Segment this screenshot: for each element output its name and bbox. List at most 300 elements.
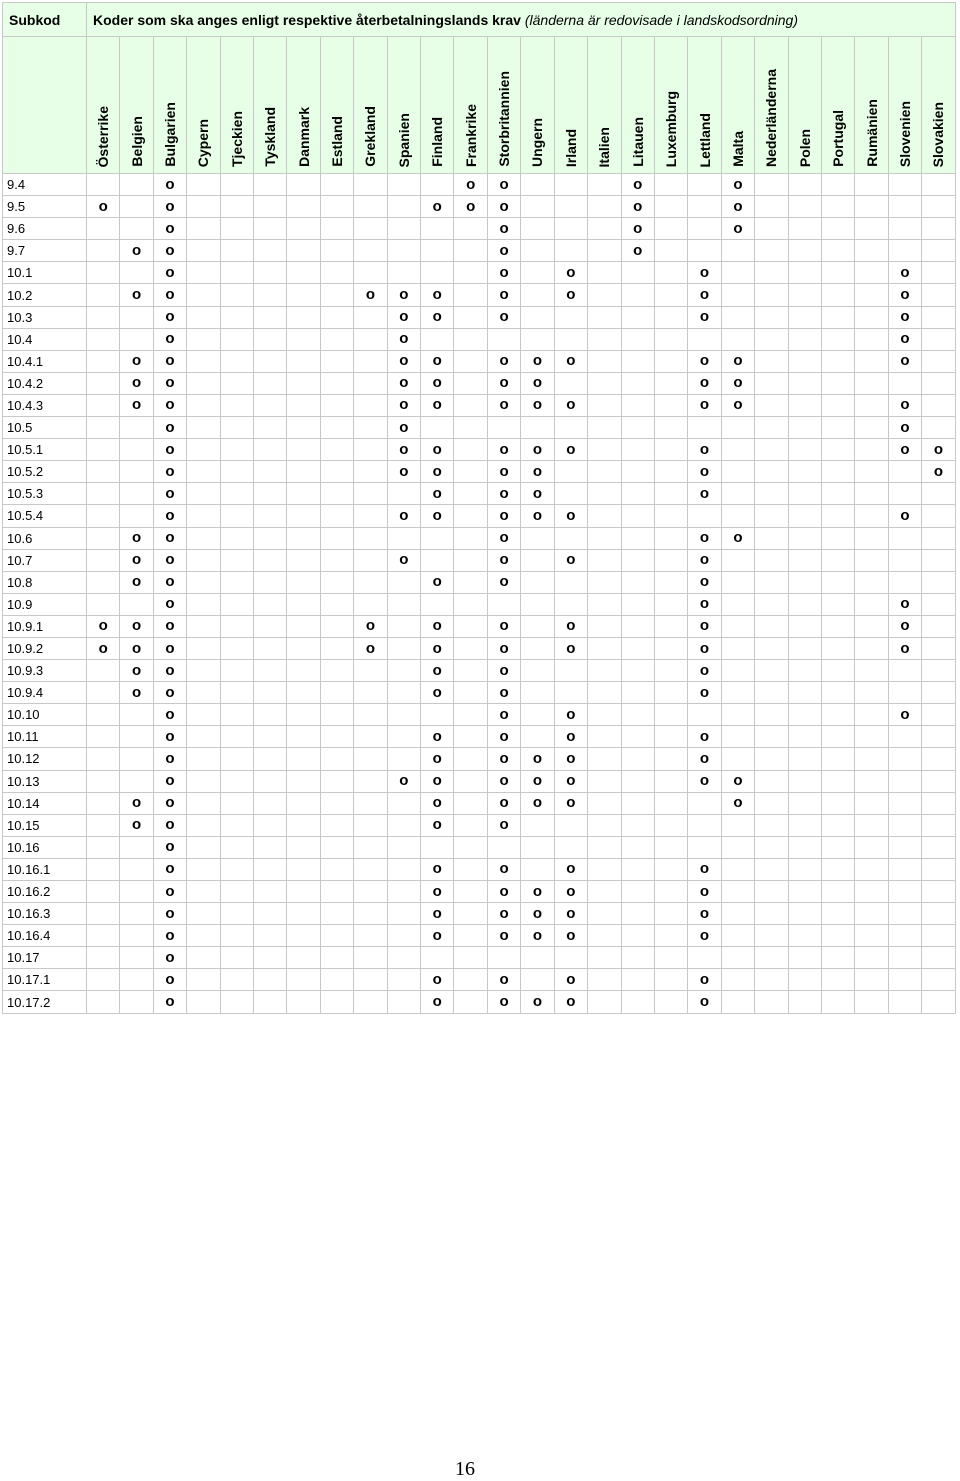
- empty-cell: [187, 461, 220, 483]
- empty-cell: [220, 770, 253, 792]
- empty-cell: [821, 903, 854, 925]
- empty-cell: [254, 328, 287, 350]
- country-label: Portugal: [830, 110, 847, 167]
- empty-cell: [755, 417, 788, 439]
- empty-cell: [922, 748, 956, 770]
- subcode-cell: 10.17: [3, 947, 87, 969]
- requirement-mark: o: [153, 174, 186, 196]
- empty-cell: [755, 328, 788, 350]
- requirement-mark: o: [153, 925, 186, 947]
- empty-cell: [788, 350, 821, 372]
- empty-cell: [254, 947, 287, 969]
- empty-cell: [922, 925, 956, 947]
- empty-cell: [287, 726, 320, 748]
- requirement-mark: o: [487, 726, 520, 748]
- requirement-mark: o: [521, 748, 554, 770]
- subcode-cell: 10.1: [3, 262, 87, 284]
- empty-cell: [187, 240, 220, 262]
- country-label: Storbritannien: [496, 71, 513, 167]
- subcode-cell: 10.3: [3, 306, 87, 328]
- empty-cell: [922, 991, 956, 1013]
- empty-cell: [320, 969, 353, 991]
- empty-cell: [454, 814, 487, 836]
- empty-cell: [87, 748, 120, 770]
- table-row: [3, 925, 956, 947]
- empty-cell: [621, 969, 654, 991]
- table-row: [3, 726, 956, 748]
- empty-cell: [821, 306, 854, 328]
- subcode-cell: 10.2: [3, 284, 87, 306]
- empty-cell: [454, 505, 487, 527]
- subcode-cell: 10.16: [3, 836, 87, 858]
- empty-cell: [855, 549, 888, 571]
- empty-cell: [621, 284, 654, 306]
- empty-cell: [888, 881, 921, 903]
- empty-cell: [254, 483, 287, 505]
- empty-cell: [755, 748, 788, 770]
- empty-cell: [354, 571, 387, 593]
- requirement-mark: o: [421, 505, 454, 527]
- empty-cell: [521, 704, 554, 726]
- requirement-mark: o: [688, 615, 721, 637]
- empty-cell: [521, 637, 554, 659]
- empty-cell: [354, 991, 387, 1013]
- empty-cell: [287, 881, 320, 903]
- empty-cell: [855, 174, 888, 196]
- empty-cell: [721, 836, 754, 858]
- empty-cell: [588, 284, 621, 306]
- requirement-mark: o: [521, 881, 554, 903]
- empty-cell: [454, 439, 487, 461]
- requirement-mark: o: [521, 439, 554, 461]
- empty-cell: [922, 240, 956, 262]
- country-header: [487, 37, 520, 174]
- empty-cell: [688, 328, 721, 350]
- empty-cell: [387, 726, 420, 748]
- requirement-mark: o: [153, 350, 186, 372]
- country-header: [454, 37, 487, 174]
- requirement-mark: o: [153, 571, 186, 593]
- empty-cell: [888, 527, 921, 549]
- empty-cell: [354, 417, 387, 439]
- requirement-mark: o: [554, 969, 587, 991]
- requirement-mark: o: [421, 814, 454, 836]
- country-label: Frankrike: [462, 103, 479, 167]
- requirement-mark: o: [688, 372, 721, 394]
- empty-cell: [755, 218, 788, 240]
- empty-cell: [354, 903, 387, 925]
- empty-cell: [387, 527, 420, 549]
- empty-cell: [654, 350, 687, 372]
- empty-cell: [821, 350, 854, 372]
- empty-cell: [187, 637, 220, 659]
- empty-cell: [421, 328, 454, 350]
- requirement-mark: o: [922, 439, 956, 461]
- empty-cell: [87, 593, 120, 615]
- requirement-mark: o: [387, 394, 420, 416]
- empty-cell: [487, 417, 520, 439]
- requirement-mark: o: [387, 505, 420, 527]
- empty-cell: [755, 350, 788, 372]
- empty-cell: [554, 593, 587, 615]
- requirement-mark: o: [421, 306, 454, 328]
- empty-cell: [721, 991, 754, 1013]
- empty-cell: [855, 726, 888, 748]
- empty-cell: [821, 615, 854, 637]
- country-label: Lettland: [696, 112, 713, 167]
- empty-cell: [87, 262, 120, 284]
- empty-cell: [922, 903, 956, 925]
- requirement-mark: o: [688, 284, 721, 306]
- empty-cell: [588, 925, 621, 947]
- requirement-mark: o: [487, 372, 520, 394]
- empty-cell: [320, 549, 353, 571]
- subcode-cell: 10.5.4: [3, 505, 87, 527]
- empty-cell: [387, 174, 420, 196]
- empty-cell: [87, 394, 120, 416]
- empty-cell: [354, 881, 387, 903]
- empty-cell: [788, 461, 821, 483]
- empty-cell: [354, 483, 387, 505]
- requirement-mark: o: [387, 372, 420, 394]
- requirement-mark: o: [487, 483, 520, 505]
- empty-cell: [654, 991, 687, 1013]
- empty-cell: [120, 969, 153, 991]
- empty-cell: [187, 792, 220, 814]
- requirement-mark: o: [688, 394, 721, 416]
- empty-cell: [220, 991, 253, 1013]
- requirement-mark: o: [487, 748, 520, 770]
- empty-cell: [220, 549, 253, 571]
- empty-cell: [287, 814, 320, 836]
- empty-cell: [287, 240, 320, 262]
- empty-cell: [287, 925, 320, 947]
- table-row: [3, 372, 956, 394]
- empty-cell: [755, 726, 788, 748]
- subcode-cell: 10.6: [3, 527, 87, 549]
- empty-cell: [254, 417, 287, 439]
- empty-cell: [287, 858, 320, 880]
- empty-cell: [387, 814, 420, 836]
- empty-cell: [755, 881, 788, 903]
- empty-cell: [220, 748, 253, 770]
- requirement-mark: o: [421, 903, 454, 925]
- table-row: [3, 947, 956, 969]
- empty-cell: [87, 439, 120, 461]
- requirement-mark: o: [454, 196, 487, 218]
- requirement-mark: o: [688, 439, 721, 461]
- country-header: [320, 37, 353, 174]
- table-row: [3, 505, 956, 527]
- empty-cell: [320, 836, 353, 858]
- empty-cell: [855, 262, 888, 284]
- empty-cell: [187, 836, 220, 858]
- empty-cell: [454, 637, 487, 659]
- empty-cell: [855, 792, 888, 814]
- empty-cell: [621, 328, 654, 350]
- empty-cell: [254, 704, 287, 726]
- empty-cell: [654, 240, 687, 262]
- requirement-mark: o: [521, 483, 554, 505]
- table-title: [87, 3, 956, 37]
- empty-cell: [120, 704, 153, 726]
- empty-cell: [521, 262, 554, 284]
- empty-cell: [287, 571, 320, 593]
- requirement-mark: o: [421, 726, 454, 748]
- empty-cell: [87, 350, 120, 372]
- empty-cell: [654, 593, 687, 615]
- empty-cell: [755, 262, 788, 284]
- empty-cell: [654, 505, 687, 527]
- requirement-mark: o: [421, 881, 454, 903]
- empty-cell: [254, 262, 287, 284]
- empty-cell: [654, 174, 687, 196]
- empty-cell: [320, 306, 353, 328]
- empty-cell: [654, 704, 687, 726]
- empty-cell: [721, 969, 754, 991]
- empty-cell: [755, 637, 788, 659]
- empty-cell: [755, 196, 788, 218]
- empty-cell: [254, 969, 287, 991]
- empty-cell: [87, 969, 120, 991]
- empty-cell: [87, 549, 120, 571]
- requirement-mark: o: [487, 571, 520, 593]
- requirement-mark: o: [421, 394, 454, 416]
- empty-cell: [187, 593, 220, 615]
- empty-cell: [855, 836, 888, 858]
- empty-cell: [454, 925, 487, 947]
- empty-cell: [922, 704, 956, 726]
- empty-cell: [922, 306, 956, 328]
- requirement-mark: o: [554, 505, 587, 527]
- empty-cell: [554, 682, 587, 704]
- requirement-mark: o: [554, 284, 587, 306]
- empty-cell: [354, 439, 387, 461]
- requirement-mark: o: [554, 770, 587, 792]
- subcode-cell: 10.7: [3, 549, 87, 571]
- requirement-mark: o: [153, 549, 186, 571]
- empty-cell: [855, 770, 888, 792]
- empty-cell: [287, 417, 320, 439]
- requirement-mark: o: [621, 174, 654, 196]
- empty-cell: [87, 770, 120, 792]
- empty-cell: [621, 483, 654, 505]
- subcode-cell: 10.15: [3, 814, 87, 836]
- empty-cell: [354, 726, 387, 748]
- requirement-mark: o: [521, 372, 554, 394]
- requirement-mark: o: [888, 615, 921, 637]
- requirement-mark: o: [387, 770, 420, 792]
- subcode-cell: 10.9.4: [3, 682, 87, 704]
- empty-cell: [320, 218, 353, 240]
- empty-cell: [387, 748, 420, 770]
- empty-cell: [788, 262, 821, 284]
- empty-cell: [755, 947, 788, 969]
- empty-cell: [855, 881, 888, 903]
- empty-cell: [788, 196, 821, 218]
- empty-cell: [454, 417, 487, 439]
- subcode-cell: 10.5.3: [3, 483, 87, 505]
- empty-cell: [621, 593, 654, 615]
- country-header: [120, 37, 153, 174]
- empty-cell: [454, 350, 487, 372]
- empty-cell: [821, 394, 854, 416]
- empty-cell: [454, 240, 487, 262]
- empty-cell: [621, 549, 654, 571]
- empty-cell: [254, 637, 287, 659]
- requirement-mark: o: [387, 439, 420, 461]
- empty-cell: [788, 704, 821, 726]
- requirement-mark: o: [688, 637, 721, 659]
- empty-cell: [320, 792, 353, 814]
- empty-cell: [554, 196, 587, 218]
- empty-cell: [120, 881, 153, 903]
- empty-cell: [87, 306, 120, 328]
- empty-cell: [788, 593, 821, 615]
- empty-cell: [721, 637, 754, 659]
- empty-cell: [454, 372, 487, 394]
- empty-cell: [821, 814, 854, 836]
- empty-cell: [654, 262, 687, 284]
- empty-cell: [855, 218, 888, 240]
- requirement-mark: o: [521, 770, 554, 792]
- empty-cell: [922, 417, 956, 439]
- empty-cell: [87, 947, 120, 969]
- empty-cell: [654, 196, 687, 218]
- empty-cell: [888, 792, 921, 814]
- requirement-mark: o: [421, 483, 454, 505]
- empty-cell: [120, 748, 153, 770]
- empty-cell: [320, 682, 353, 704]
- empty-cell: [454, 571, 487, 593]
- empty-cell: [387, 792, 420, 814]
- requirement-mark: o: [688, 770, 721, 792]
- subcode-cell: 10.17.2: [3, 991, 87, 1013]
- empty-cell: [254, 372, 287, 394]
- table-body: [3, 174, 956, 1014]
- requirement-mark: o: [688, 881, 721, 903]
- empty-cell: [855, 969, 888, 991]
- empty-cell: [354, 858, 387, 880]
- empty-cell: [755, 814, 788, 836]
- empty-cell: [788, 947, 821, 969]
- empty-cell: [821, 439, 854, 461]
- empty-cell: [821, 328, 854, 350]
- requirement-mark: o: [688, 969, 721, 991]
- empty-cell: [588, 991, 621, 1013]
- empty-cell: [788, 770, 821, 792]
- table-row: [3, 262, 956, 284]
- empty-cell: [454, 218, 487, 240]
- empty-cell: [721, 947, 754, 969]
- requirement-mark: o: [153, 726, 186, 748]
- empty-cell: [254, 660, 287, 682]
- empty-cell: [621, 660, 654, 682]
- requirement-mark: o: [554, 439, 587, 461]
- empty-cell: [721, 483, 754, 505]
- requirement-mark: o: [487, 770, 520, 792]
- country-label: Tjeckien: [228, 110, 245, 167]
- requirement-mark: o: [554, 549, 587, 571]
- empty-cell: [521, 836, 554, 858]
- empty-cell: [187, 881, 220, 903]
- requirement-mark: o: [521, 505, 554, 527]
- empty-cell: [120, 196, 153, 218]
- empty-cell: [721, 262, 754, 284]
- requirement-mark: o: [688, 350, 721, 372]
- empty-cell: [87, 925, 120, 947]
- requirement-mark: o: [421, 439, 454, 461]
- empty-cell: [554, 836, 587, 858]
- empty-cell: [554, 417, 587, 439]
- empty-cell: [387, 593, 420, 615]
- requirement-mark: o: [688, 748, 721, 770]
- empty-cell: [922, 350, 956, 372]
- empty-cell: [788, 792, 821, 814]
- requirement-mark: o: [487, 858, 520, 880]
- empty-cell: [554, 240, 587, 262]
- empty-cell: [320, 394, 353, 416]
- empty-cell: [821, 461, 854, 483]
- empty-cell: [521, 726, 554, 748]
- empty-cell: [187, 925, 220, 947]
- empty-cell: [354, 461, 387, 483]
- empty-cell: [287, 306, 320, 328]
- empty-cell: [87, 483, 120, 505]
- empty-cell: [654, 571, 687, 593]
- empty-cell: [254, 836, 287, 858]
- empty-cell: [354, 704, 387, 726]
- empty-cell: [588, 394, 621, 416]
- empty-cell: [120, 174, 153, 196]
- country-label: Bulgarien: [162, 102, 179, 167]
- empty-cell: [87, 682, 120, 704]
- empty-cell: [320, 593, 353, 615]
- requirement-mark: o: [554, 748, 587, 770]
- empty-cell: [287, 350, 320, 372]
- empty-cell: [187, 439, 220, 461]
- country-header: [621, 37, 654, 174]
- empty-cell: [220, 240, 253, 262]
- empty-cell: [821, 947, 854, 969]
- empty-cell: [454, 660, 487, 682]
- empty-cell: [888, 660, 921, 682]
- empty-cell: [922, 615, 956, 637]
- empty-cell: [387, 925, 420, 947]
- empty-cell: [87, 836, 120, 858]
- empty-cell: [855, 439, 888, 461]
- empty-cell: [187, 505, 220, 527]
- empty-cell: [120, 439, 153, 461]
- empty-cell: [855, 350, 888, 372]
- empty-cell: [755, 240, 788, 262]
- empty-cell: [421, 218, 454, 240]
- empty-cell: [888, 483, 921, 505]
- requirement-mark: o: [688, 483, 721, 505]
- country-label: Cypern: [195, 118, 212, 167]
- empty-cell: [220, 858, 253, 880]
- subcode-cell: 10.4.2: [3, 372, 87, 394]
- empty-cell: [187, 660, 220, 682]
- empty-cell: [454, 748, 487, 770]
- empty-cell: [755, 505, 788, 527]
- empty-cell: [654, 858, 687, 880]
- country-header: [821, 37, 854, 174]
- empty-cell: [421, 174, 454, 196]
- empty-cell: [855, 571, 888, 593]
- empty-cell: [688, 240, 721, 262]
- country-header: [87, 37, 120, 174]
